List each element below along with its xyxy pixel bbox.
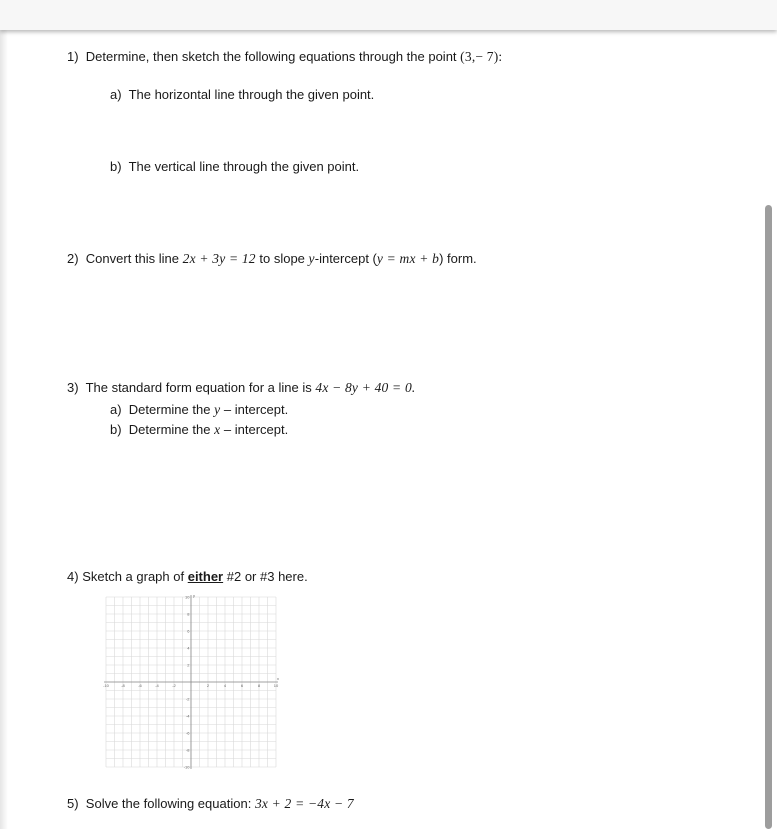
question-1 [67, 49, 502, 65]
x-tick-label: 2 [206, 683, 210, 688]
y-tick-label: -2 [185, 696, 190, 702]
question-3 [67, 380, 415, 396]
x-tick-label: -10 [103, 683, 109, 688]
question-text: Sketch a graph of [82, 569, 185, 584]
subpart-text: Determine the [128, 402, 211, 417]
subpart-text: The horizontal line through the given point. [128, 87, 375, 102]
y-tick-label: 8 [187, 611, 190, 617]
x-tick-label: -2 [172, 683, 176, 688]
scrollbar-thumb[interactable] [765, 205, 772, 829]
subpart-text: Determine the [128, 422, 211, 437]
y-tick-label: 2 [187, 662, 190, 668]
question-text: -intercept ( [314, 251, 377, 266]
question-text: Solve the following equation: [85, 796, 252, 811]
y-tick-label: 4 [187, 645, 190, 651]
question-number: 2) [67, 251, 79, 266]
question-1b [110, 159, 359, 175]
equation: 4x − 8y + 40 = 0 [315, 380, 412, 395]
coordinate-grid [100, 591, 282, 773]
question-text: Convert this line [85, 251, 180, 266]
question-3a [110, 402, 288, 418]
y-axis-label: y [193, 593, 195, 598]
question-number: 4) [67, 569, 79, 584]
question-1a [110, 87, 374, 103]
emphasis-word: either [187, 569, 224, 584]
point-value: (3,− 7): [460, 49, 503, 64]
viewer-toolbar [0, 0, 777, 30]
y-tick-label: -4 [185, 713, 190, 719]
variable: y [214, 402, 221, 417]
question-2 [67, 251, 477, 267]
x-tick-label: -8 [121, 683, 125, 688]
question-number: 3) [67, 380, 79, 395]
x-tick-label: 4 [223, 683, 227, 688]
subpart-label: a) [110, 402, 122, 417]
question-number: 1) [67, 49, 79, 64]
equation: 2x + 3y = 12 [182, 251, 256, 266]
subpart-label: b) [110, 159, 122, 174]
subpart-text: The vertical line through the given point. [128, 159, 360, 174]
y-tick-label: -6 [185, 730, 190, 736]
x-tick-label: 6 [240, 683, 244, 688]
question-text: to slope [259, 251, 305, 266]
y-tick-label: 6 [187, 628, 190, 634]
subpart-text: – intercept. [223, 422, 289, 437]
variable: y [308, 251, 315, 266]
x-tick-label: 8 [257, 683, 261, 688]
x-tick-label: -4 [155, 683, 159, 688]
question-3b [110, 422, 288, 438]
y-tick-label: -8 [185, 747, 190, 753]
question-4 [67, 569, 308, 585]
equation: 3x + 2 = −4x − 7 [254, 796, 354, 811]
period: . [411, 380, 416, 395]
y-tick-label: 10 [185, 594, 190, 600]
question-5 [67, 796, 354, 812]
question-text: The standard form equation for a line is [85, 380, 312, 395]
slope-intercept-form: y = mx + b [376, 251, 440, 266]
subpart-text: – intercept. [223, 402, 289, 417]
question-text: Determine, then sketch the following equations through the point [85, 49, 457, 64]
grid-axes [104, 595, 278, 769]
subpart-label: b) [110, 422, 122, 437]
x-tick-label: 10 [273, 683, 279, 688]
question-text: ) form. [439, 251, 477, 266]
subpart-label: a) [110, 87, 122, 102]
question-text: #2 or #3 here. [226, 569, 308, 584]
question-number: 5) [67, 796, 79, 811]
x-tick-label: -6 [138, 683, 142, 688]
grid-graphic [100, 591, 282, 773]
variable: x [214, 422, 221, 437]
y-tick-label: -10 [183, 764, 190, 770]
x-axis-label: x [277, 676, 279, 681]
